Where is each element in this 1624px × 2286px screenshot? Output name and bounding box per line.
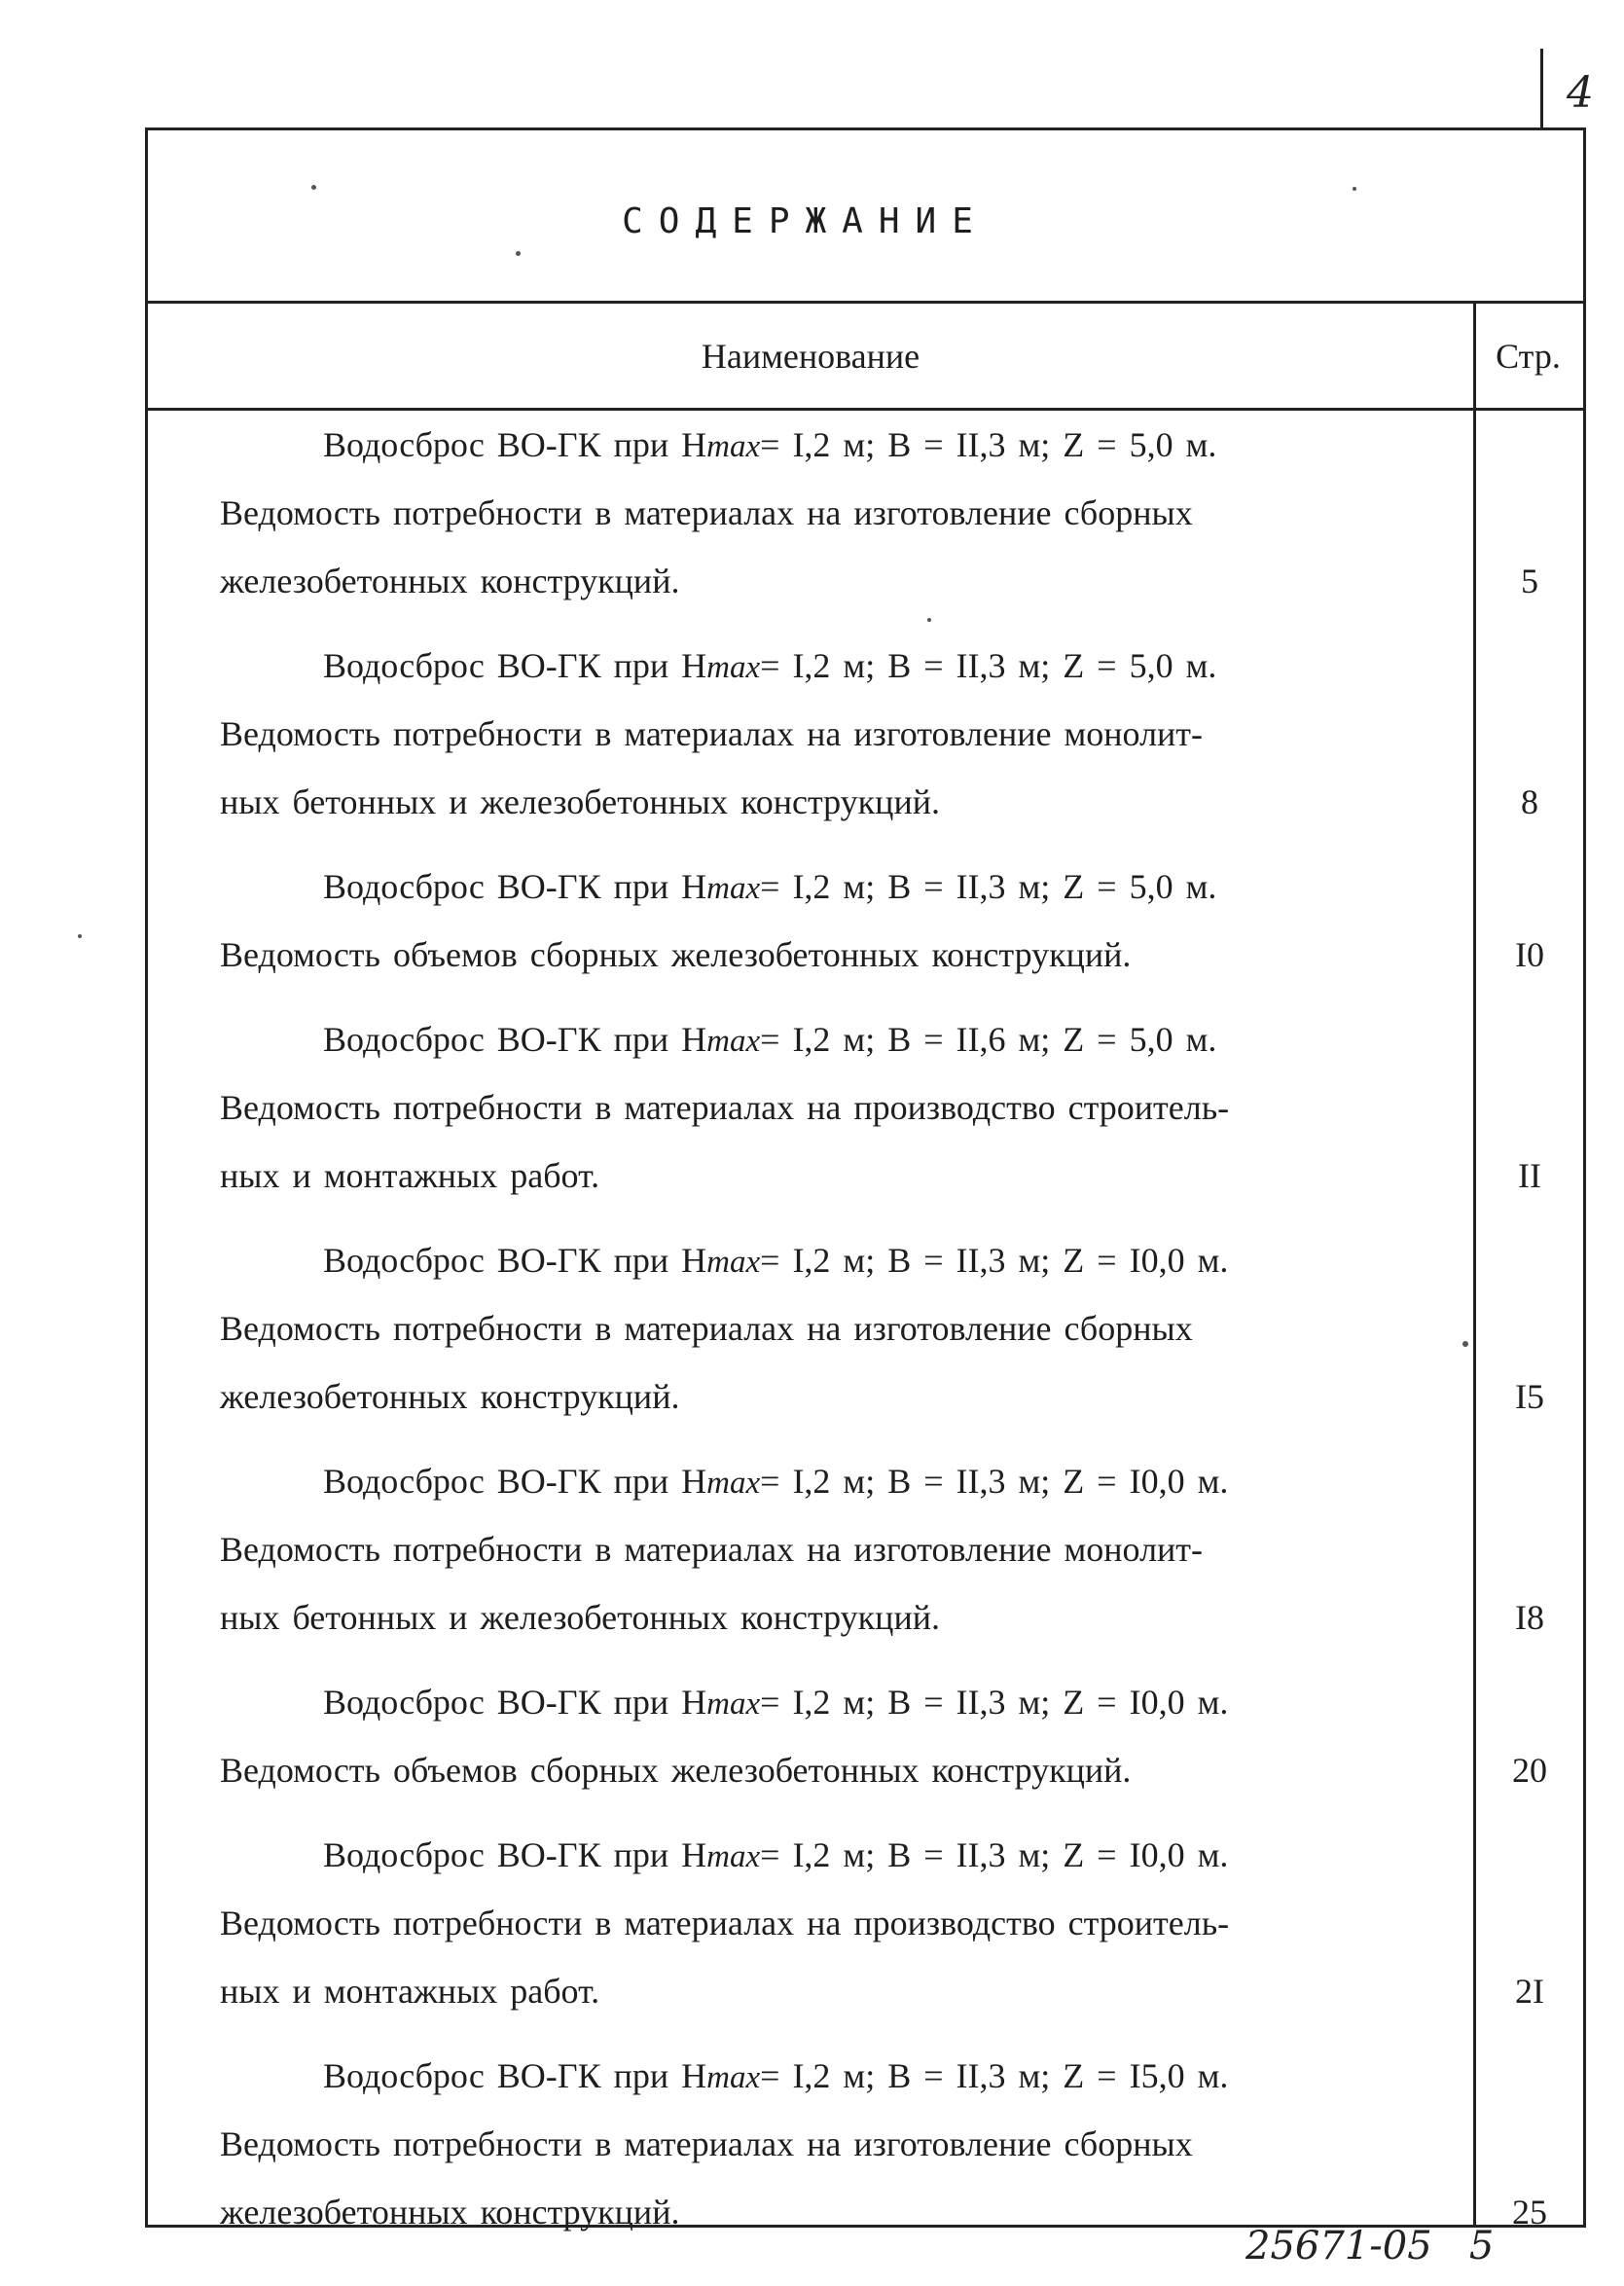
entry-page-number: 20 [1512,1751,1547,1790]
scan-speck [927,618,931,622]
entry-prefix: Водосброс ВО-ГК при Н [323,1683,707,1722]
contents-table [145,127,1586,2232]
entry-page-number: 5 [1521,562,1538,600]
entry-line: ных бетонных и железобетонных конструкций. [220,782,940,821]
entry-prefix: Водосброс ВО-ГК при Н [323,867,707,906]
entry-params: = I,2 м; В = II,3 м; Z = I0,0 м. [760,1462,1229,1501]
entry-prefix: Водосброс ВО-ГК при Н [323,1241,707,1280]
entry-line: ных бетонных и железобетонных конструкций. [220,1598,940,1637]
entry-line: Ведомость потребности в материалах на изготовление монолит- [220,714,1204,753]
entry-line: ных и монтажных работ. [220,1156,600,1195]
entry-prefix: Водосброс ВО-ГК при Н [323,1020,707,1059]
entry-line: железобетонных конструкций. [220,562,680,600]
entry-hmax: max [706,650,761,685]
table-header [148,304,1583,411]
entry-prefix: Водосброс ВО-ГК при Н [323,646,707,685]
entry-hmax: max [706,429,761,464]
entry-page-number: I8 [1515,1598,1544,1637]
entry-heading [220,1226,1475,1294]
entry-params: = I,2 м; В = II,3 м; Z = I0,0 м. [760,1835,1229,1874]
entry-page-number: 2I [1515,1972,1544,2011]
entry-heading [220,632,1475,700]
entry-params: = I,2 м; В = II,6 м; Z = 5,0 м. [760,1020,1217,1059]
scan-speck [78,934,82,938]
header-name: Наименование [701,336,920,376]
scan-speck [1462,1341,1468,1347]
entry-heading [220,2042,1475,2110]
page-title: СОДЕРЖАНИЕ [622,201,989,241]
entry-page-number: 25 [1512,2193,1547,2232]
entry-prefix: Водосброс ВО-ГК при Н [323,1835,707,1874]
entry-line: железобетонных конструкций. [220,1377,680,1416]
entry-hmax: max [706,1024,761,1059]
entry-hmax: max [706,1839,761,1874]
entry-heading [220,1447,1475,1515]
entry-line: Ведомость потребности в материалах на изготовление монолит- [220,1530,1204,1569]
entry-line: железобетонных конструкций. [220,2193,680,2232]
entry-params: = I,2 м; В = II,3 м; Z = 5,0 м. [760,867,1217,906]
entry-hmax: max [706,1466,761,1501]
entry-page-number: 8 [1521,782,1538,821]
entry-line: Ведомость потребности в материалах на изготовление сборных [220,1309,1193,1348]
corner-line [1540,49,1543,128]
entry-heading [220,853,1475,921]
entry-line: Ведомость потребности в материалах на производство строитель- [220,1904,1230,1942]
entry-line: Ведомость объемов сборных железобетонных конструкций. [220,935,1132,974]
header-page: Стр. [1496,336,1561,376]
entry-line: Ведомость объемов сборных железобетонных конструкций. [220,1751,1132,1790]
entry-params: = I,2 м; В = II,3 м; Z = I0,0 м. [760,1241,1229,1280]
entry-prefix: Водосброс ВО-ГК при Н [323,1462,707,1501]
document-code [1245,2224,1494,2268]
entry-page-number: II [1518,1156,1541,1195]
entry-line: ных и монтажных работ. [220,1972,600,2011]
entry-page-number: I0 [1515,935,1544,974]
document-sheet: 5 [1468,2224,1495,2268]
entry-hmax: max [706,1245,761,1280]
entry-prefix: Водосброс ВО-ГК при Н [323,2056,707,2095]
entry-hmax: max [706,871,761,906]
entry-prefix: Водосброс ВО-ГК при Н [323,425,707,464]
entry-params: = I,2 м; В = II,3 м; Z = I5,0 м. [760,2056,1229,2095]
entry-line: Ведомость потребности в материалах на изготовление сборных [220,2124,1193,2163]
entry-line: Ведомость потребности в материалах на производство строитель- [220,1088,1230,1127]
entry-hmax: max [706,2060,761,2095]
entry-params: = I,2 м; В = II,3 м; Z = 5,0 м. [760,646,1217,685]
entry-hmax: max [706,1687,761,1722]
page-number: 4 [1567,68,1594,118]
entry-line: Ведомость потребности в материалах на изготовление сборных [220,493,1193,532]
entry-heading [220,1005,1475,1073]
entry-heading [220,1668,1475,1736]
scan-speck [516,251,521,256]
entry-params: = I,2 м; В = II,3 м; Z = I0,0 м. [760,1683,1229,1722]
entry-heading [220,411,1475,479]
scan-speck [1353,187,1356,191]
entry-page-number: I5 [1515,1377,1544,1416]
scan-speck [311,185,316,190]
entry-params: = I,2 м; В = II,3 м; Z = 5,0 м. [760,425,1217,464]
title-row [148,130,1583,304]
entry-heading [220,1821,1475,1889]
document-code-number: 25671-05 [1245,2224,1432,2268]
